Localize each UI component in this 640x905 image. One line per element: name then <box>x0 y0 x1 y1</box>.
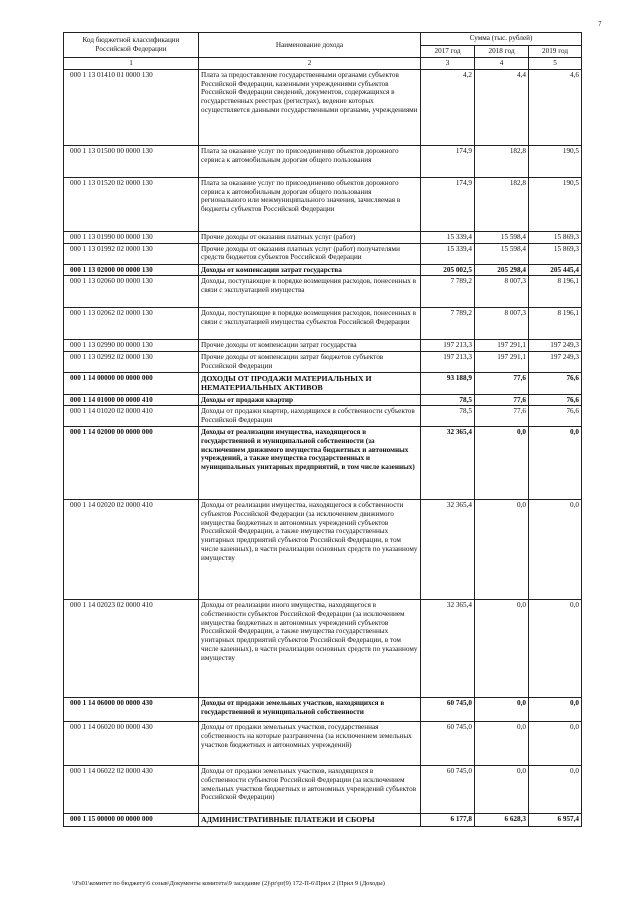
budget-code-cell: 000 1 14 02000 00 0000 000 <box>64 427 199 500</box>
budget-code-cell: 000 1 15 00000 00 0000 000 <box>64 814 199 827</box>
budget-code-cell: 000 1 14 01000 00 0000 410 <box>64 394 199 406</box>
amount-2018-cell: 197 291,1 <box>475 340 529 352</box>
revenue-name-cell: Доходы, поступающие в порядке возмещения расходов, понесенных в связи с эксплуатацией имущества субъектов Российской Федерации <box>199 308 421 340</box>
table-row <box>64 69 582 145</box>
revenue-name-cell: Доходы от продажи земельных участков, находящихся в собственности субъектов Российской Федерации (за исключением земельных участков бюджетных и автономных учреждений субъектов Российской Федерации) <box>199 766 421 814</box>
amount-2017-cell: 78,5 <box>421 394 475 406</box>
col-number: 3 <box>421 58 475 70</box>
amount-2018-cell: 0,0 <box>475 427 529 500</box>
col-number: 4 <box>475 58 529 70</box>
amount-2019-cell: 76,6 <box>529 406 582 427</box>
budget-code-cell: 000 1 13 02062 02 0000 130 <box>64 308 199 340</box>
table-row <box>64 372 582 394</box>
amount-2018-cell: 4,4 <box>475 69 529 145</box>
amount-2017-cell: 4,2 <box>421 69 475 145</box>
table-row <box>64 722 582 766</box>
revenue-name-cell: Доходы, поступающие в порядке возмещения расходов, понесенных в связи с эксплуатацией имущества <box>199 276 421 308</box>
amount-2019-cell: 0,0 <box>529 698 582 722</box>
table-row <box>64 427 582 500</box>
table-row <box>64 352 582 373</box>
revenue-name-cell: Доходы от реализации имущества, находящегося в государственной и муниципальной собственности (за исключением движимого имущества бюджетных и автономных учреждений, а также имущества государственных и муниципальных унитарных предприятий, в том числе казенных) <box>199 427 421 500</box>
amount-2019-cell: 4,6 <box>529 69 582 145</box>
budget-code-cell: 000 1 14 02023 02 0000 410 <box>64 600 199 698</box>
budget-code-cell: 000 1 13 02000 00 0000 130 <box>64 264 199 276</box>
amount-2018-cell: 15 598,4 <box>475 231 529 243</box>
budget-code-cell: 000 1 14 06020 00 0000 430 <box>64 722 199 766</box>
revenue-name-cell: Доходы от компенсации затрат государства <box>199 264 421 276</box>
budget-code-cell: 000 1 14 01020 02 0000 410 <box>64 406 199 427</box>
table-row <box>64 500 582 600</box>
budget-code-cell: 000 1 14 06000 00 0000 430 <box>64 698 199 722</box>
table-row <box>64 231 582 243</box>
amount-2019-cell: 190,5 <box>529 145 582 177</box>
amount-2017-cell: 78,5 <box>421 406 475 427</box>
amount-2019-cell: 76,6 <box>529 394 582 406</box>
amount-2019-cell: 76,6 <box>529 372 582 394</box>
revenue-name-cell: Плата за оказание услуг по присоединению объектов дорожного сервиса к автомобильным дорогам общего пользования <box>199 145 421 177</box>
amount-2017-cell: 32 365,4 <box>421 427 475 500</box>
amount-2017-cell: 205 002,5 <box>421 264 475 276</box>
amount-2018-cell: 8 007,3 <box>475 308 529 340</box>
amount-2017-cell: 7 789,2 <box>421 276 475 308</box>
amount-2017-cell: 197 213,3 <box>421 340 475 352</box>
budget-code-cell: 000 1 13 02990 00 0000 130 <box>64 340 199 352</box>
table-row <box>64 698 582 722</box>
table-row <box>64 243 582 264</box>
amount-2017-cell: 60 745,0 <box>421 722 475 766</box>
revenue-table <box>63 32 582 827</box>
budget-code-cell: 000 1 13 02992 02 0000 130 <box>64 352 199 373</box>
amount-2017-cell: 197 213,3 <box>421 352 475 373</box>
amount-2019-cell: 197 249,3 <box>529 352 582 373</box>
amount-2019-cell: 0,0 <box>529 427 582 500</box>
table-row <box>64 394 582 406</box>
name-column-header: Наименование дохода <box>199 33 421 58</box>
amount-2017-cell: 93 188,9 <box>421 372 475 394</box>
budget-code-cell: 000 1 13 01992 02 0000 130 <box>64 243 199 264</box>
code-column-header: Код бюджетной классификации Российской Федерации <box>64 33 199 58</box>
year-2019-header: 2019 год <box>529 45 582 58</box>
revenue-name-cell: ДОХОДЫ ОТ ПРОДАЖИ МАТЕРИАЛЬНЫХ И НЕМАТЕРИАЛЬНЫХ АКТИВОВ <box>199 372 421 394</box>
file-path-footer: \\Fs01\комитет по бюджету\6 созыв\Документы комитета\9 заседание (2)\pr\pr(9) 172-П-6\Прил 2 (Прил 9 (Доходы) <box>72 880 385 887</box>
budget-code-cell: 000 1 13 02060 00 0000 130 <box>64 276 199 308</box>
amount-2017-cell: 32 365,4 <box>421 500 475 600</box>
revenue-name-cell: Доходы от продажи земельных участков, государственная собственность на которые разграничена (за исключением земельных участков бюджетных и автономных учреждений) <box>199 722 421 766</box>
revenue-name-cell: Прочие доходы от оказания платных услуг (работ) получателями средств бюджетов субъектов Российской Федерации <box>199 243 421 264</box>
amount-2018-cell: 0,0 <box>475 766 529 814</box>
revenue-name-cell: Доходы от продажи земельных участков, находящихся в государственной и муниципальной собственности <box>199 698 421 722</box>
revenue-name-cell: Доходы от продажи квартир, находящихся в собственности субъектов Российской Федерации <box>199 406 421 427</box>
revenue-name-cell: Прочие доходы от оказания платных услуг (работ) <box>199 231 421 243</box>
amount-2018-cell: 197 291,1 <box>475 352 529 373</box>
budget-code-cell: 000 1 13 01500 00 0000 130 <box>64 145 199 177</box>
revenue-name-cell: Плата за предоставление государственными органами субъектов Российской Федерации, казенными учреждениями субъектов Российской Федерации сведений, документов, содержащихся в государственных реестрах (регистрах), ведение которых осуществляется данными государственными органами, учреждениями <box>199 69 421 145</box>
amount-2019-cell: 197 249,3 <box>529 340 582 352</box>
col-number: 5 <box>529 58 582 70</box>
table-row <box>64 264 582 276</box>
revenue-name-cell: Прочие доходы от компенсации затрат государства <box>199 340 421 352</box>
table-row <box>64 340 582 352</box>
amount-2019-cell: 205 445,4 <box>529 264 582 276</box>
table-row <box>64 145 582 177</box>
revenue-name-cell: Доходы от реализации имущества, находящегося в собственности субъектов Российской Федерации (за исключением движимого имущества бюджетных и автономных учреждений субъектов Российской Федерации, а также имущества государственных унитарных предприятий субъектов Российской Федерации, в том числе казенных), в части реализации основных средств по указанному имуществу <box>199 500 421 600</box>
revenue-name-cell: Доходы от продажи квартир <box>199 394 421 406</box>
amount-2018-cell: 0,0 <box>475 600 529 698</box>
amount-2018-cell: 182,8 <box>475 177 529 231</box>
amount-2019-cell: 6 957,4 <box>529 814 582 827</box>
amount-2019-cell: 190,5 <box>529 177 582 231</box>
amount-2019-cell: 0,0 <box>529 766 582 814</box>
amount-2018-cell: 77,6 <box>475 394 529 406</box>
revenue-name-cell: Прочие доходы от компенсации затрат бюджетов субъектов Российской Федерации <box>199 352 421 373</box>
amount-2017-cell: 15 339,4 <box>421 231 475 243</box>
col-number: 2 <box>199 58 421 70</box>
amount-2018-cell: 205 298,4 <box>475 264 529 276</box>
year-2018-header: 2018 год <box>475 45 529 58</box>
amount-2019-cell: 8 196,1 <box>529 276 582 308</box>
amount-2018-cell: 0,0 <box>475 698 529 722</box>
amount-2019-cell: 0,0 <box>529 500 582 600</box>
table-row <box>64 814 582 827</box>
page-number: 7 <box>598 20 602 28</box>
amount-2018-cell: 77,6 <box>475 406 529 427</box>
amount-2018-cell: 6 628,3 <box>475 814 529 827</box>
amount-2017-cell: 32 365,4 <box>421 600 475 698</box>
budget-code-cell: 000 1 14 06022 02 0000 430 <box>64 766 199 814</box>
amount-2017-cell: 60 745,0 <box>421 698 475 722</box>
revenue-name-cell: Плата за оказание услуг по присоединению объектов дорожного сервиса к автомобильным дорогам общего пользования регионального или межмуниципального значения, зачисляемая в бюджеты субъектов Российской Федерации <box>199 177 421 231</box>
amount-2017-cell: 174,9 <box>421 145 475 177</box>
revenue-name-cell: Доходы от реализации иного имущества, находящегося в собственности субъектов Российской Федерации (за исключением имущества бюджетных и автономных учреждений субъектов Российской Федерации, а также имущества государственных унитарных предприятий субъектов Российской Федерации, в том числе казенных), в части реализации основных средств по указанному имуществу <box>199 600 421 698</box>
budget-code-cell: 000 1 13 01520 02 0000 130 <box>64 177 199 231</box>
amount-2019-cell: 0,0 <box>529 600 582 698</box>
amount-2018-cell: 0,0 <box>475 722 529 766</box>
amount-2019-cell: 0,0 <box>529 722 582 766</box>
table-row <box>64 276 582 308</box>
amount-2018-cell: 8 007,3 <box>475 276 529 308</box>
table-row <box>64 308 582 340</box>
budget-code-cell: 000 1 14 02020 02 0000 410 <box>64 500 199 600</box>
amount-2017-cell: 6 177,8 <box>421 814 475 827</box>
revenue-name-cell: АДМИНИСТРАТИВНЫЕ ПЛАТЕЖИ И СБОРЫ <box>199 814 421 827</box>
amount-2018-cell: 182,8 <box>475 145 529 177</box>
table-row <box>64 177 582 231</box>
budget-code-cell: 000 1 14 00000 00 0000 000 <box>64 372 199 394</box>
budget-code-cell: 000 1 13 01410 01 0000 130 <box>64 69 199 145</box>
amount-2017-cell: 15 339,4 <box>421 243 475 264</box>
amount-2017-cell: 174,9 <box>421 177 475 231</box>
amount-2018-cell: 77,6 <box>475 372 529 394</box>
amount-2019-cell: 8 196,1 <box>529 308 582 340</box>
budget-code-cell: 000 1 13 01990 00 0000 130 <box>64 231 199 243</box>
table-row <box>64 600 582 698</box>
table-row <box>64 766 582 814</box>
amount-2017-cell: 60 745,0 <box>421 766 475 814</box>
year-2017-header: 2017 год <box>421 45 475 58</box>
col-number: 1 <box>64 58 199 70</box>
amount-2017-cell: 7 789,2 <box>421 308 475 340</box>
amount-2018-cell: 15 598,4 <box>475 243 529 264</box>
amount-2019-cell: 15 869,3 <box>529 243 582 264</box>
amount-2018-cell: 0,0 <box>475 500 529 600</box>
sum-column-header: Сумма (тыс. рублей) <box>421 33 582 46</box>
table-row <box>64 406 582 427</box>
amount-2019-cell: 15 869,3 <box>529 231 582 243</box>
